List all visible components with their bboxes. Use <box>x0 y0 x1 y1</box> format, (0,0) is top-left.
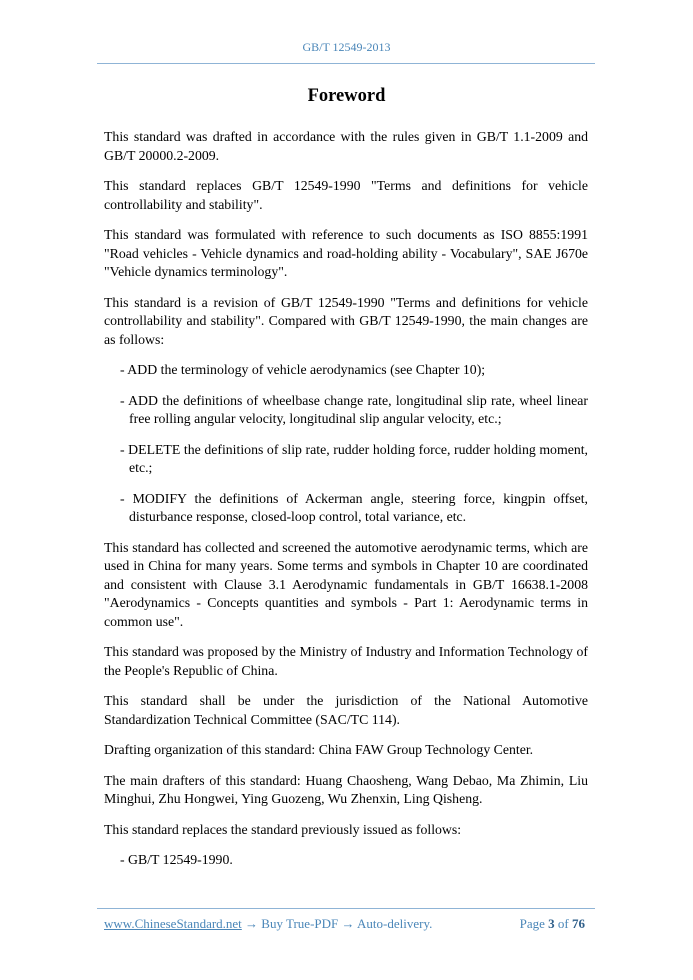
page-number: 3 <box>548 916 555 931</box>
list-item: - MODIFY the definitions of Ackerman angle, steering force, kingpin offset, disturbance response, closed-loop control, total variance, etc. <box>120 490 588 524</box>
header-divider <box>97 63 595 64</box>
list-item: - ADD the definitions of wheelbase change rate, longitudinal slip rate, wheel linear free rolling angular velocity, longitudinal slip angular velocity, etc.; <box>120 392 588 426</box>
list-item: - ADD the terminology of vehicle aerodynamics (see Chapter 10); <box>120 362 486 377</box>
of-label: of <box>557 916 569 931</box>
footer-divider <box>97 908 595 909</box>
paragraph: This standard was drafted in accordance with the rules given in GB/T 1.1-2009 and GB/T 20000.2-2009. <box>104 129 588 163</box>
paragraph: This standard has collected and screened the automotive aerodynamic terms, which are used in China for many years. Some terms and symbols in Chapter 10 are coordinated and consistent with Clause 3.1 Aerodynamic fundamentals in GB/T 16638.1-2008 "Aerodynamics - Concepts quantities and symbols - Part 1: Aerodynamic terms in common use". <box>104 539 588 629</box>
arrow-right-icon: → <box>245 916 259 931</box>
paragraph: This standard was proposed by the Ministry of Industry and Information Technology of the People's Republic of China. <box>104 644 588 678</box>
paragraph: This standard was formulated with reference to such documents as ISO 8855:1991 "Road vehicles - Vehicle dynamics and road-holding ability - Vocabulary", SAE J670e "Vehicle dynamics terminology". <box>104 227 588 279</box>
list-item: - DELETE the definitions of slip rate, rudder holding force, rudder holding moment, etc.; <box>120 441 588 475</box>
document-body <box>104 128 588 882</box>
page-indicator <box>520 916 585 932</box>
page-title: Foreword <box>307 86 386 106</box>
list-item: - GB/T 12549-1990. <box>120 852 233 867</box>
buy-pdf-link[interactable]: Buy True-PDF <box>261 916 339 931</box>
page-label: Page <box>519 916 545 931</box>
paragraph: This standard replaces the standard previously issued as follows: <box>104 821 462 837</box>
total-pages: 76 <box>572 916 585 931</box>
footer-links <box>104 916 432 932</box>
paragraph: This standard shall be under the jurisdiction of the National Automotive Standardization Technical Committee (SAC/TC 114). <box>104 693 588 727</box>
delivery-text: Auto-delivery. <box>357 916 433 931</box>
paragraph: This standard is a revision of GB/T 12549-1990 "Terms and definitions for vehicle controllability and stability". Compared with GB/T 12549-1990, the main changes are as follows: <box>104 294 588 347</box>
paragraph: Drafting organization of this standard: China FAW Group Technology Center. <box>104 742 534 757</box>
arrow-right-icon: → <box>341 916 355 931</box>
site-link[interactable]: www.ChineseStandard.net <box>104 916 242 931</box>
paragraph: The main drafters of this standard: Huang Chaosheng, Wang Debao, Ma Zhimin, Liu Minghui, Zhu Hongwei, Ying Guozeng, Wu Zhenxin, Ling Qisheng. <box>104 772 588 806</box>
paragraph: This standard replaces GB/T 12549-1990 "Terms and definitions for vehicle controllability and stability". <box>104 178 588 212</box>
page-header: GB/T 12549-2013 <box>302 40 391 54</box>
